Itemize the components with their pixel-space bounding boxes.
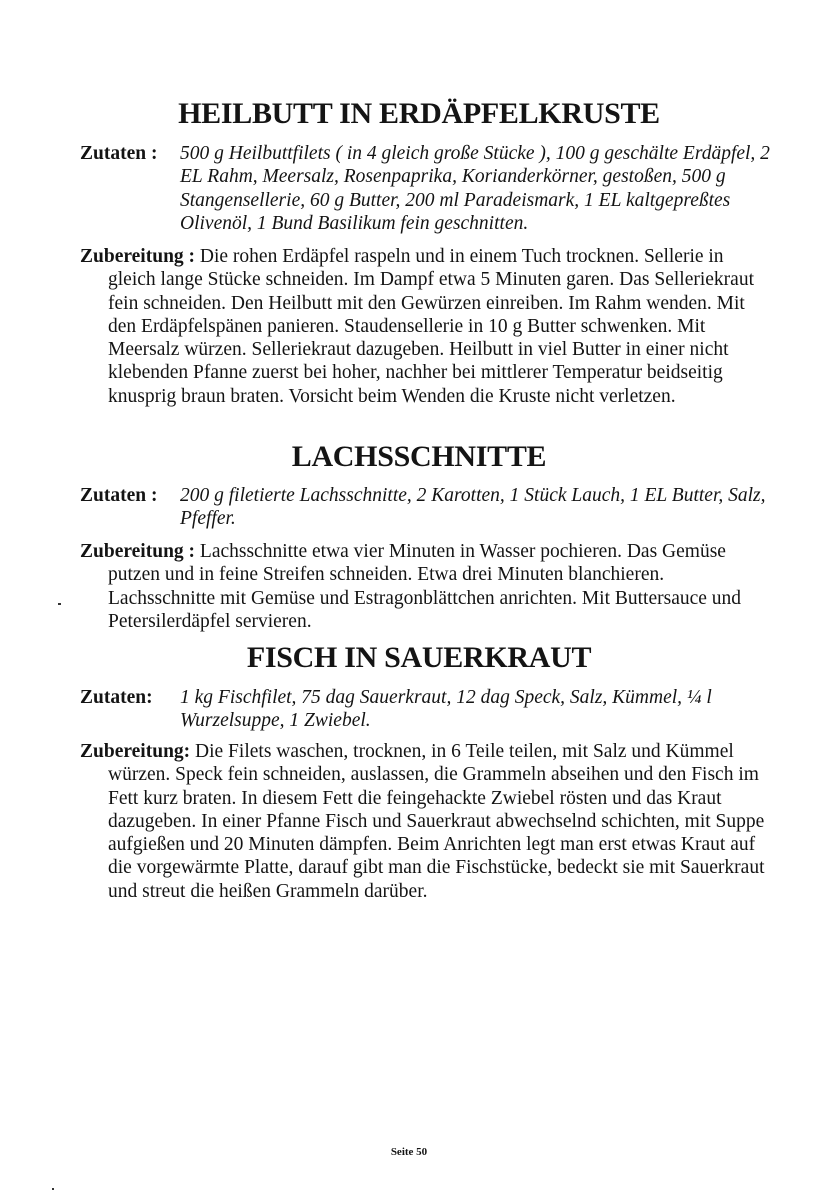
scan-speck <box>58 603 61 605</box>
preparation-label: Zubereitung : <box>80 246 196 267</box>
page-number: Seite 50 <box>390 1146 428 1158</box>
preparation-text: Die rohen Erdäpfel raspeln und in einem Tuch trocknen. Sellerie in gleich lange Stücke schneiden. Im Dampf etwa 5 Minuten garen. Das Selleriekraut fein schneiden. Den Heilbutt mit den Gewürzen einreiben. Im Rahm wenden. Mit den Erdäpfelspänen panieren. Staudensellerie in 10 g Butter schwenken. Mit Meersalz würzen. Selleriekraut dazugeben. Heilbutt in viel Butter in einer nicht klebenden Pfanne zuerst bei hoher, nachher bei mittlerer Temperatur beidseitig knusprig braun braten. Vorsicht beim Wenden die Kruste nicht verletzen. <box>108 246 754 407</box>
scan-speck <box>52 1188 54 1190</box>
ingredients-text: 1 kg Fischfilet, 75 dag Sauerkraut, 12 dag Speck, Salz, Kümmel, ¼ l Wurzelsuppe, 1 Zwiebel. <box>180 687 712 732</box>
preparation-block-lachsschnitte <box>80 540 768 633</box>
recipe-title-fisch-sauerkraut: FISCH IN SAUERKRAUT <box>246 641 592 674</box>
preparation-text: Die Filets waschen, trocknen, in 6 Teile teilen, mit Salz und Kümmel würzen. Speck fein schneiden, auslassen, die Grammeln abseihen und den Fisch im Fett kurz braten. In diesem Fett die feingehackte Zwiebel rösten und das Kraut dazugeben. In einer Pfanne Fisch und Sauerkraut abwechselnd schichten, mit Suppe aufgießen und 20 Minuten dämpfen. Beim Anrichten legt man erst etwas Kraut auf die vorgewärmte Platte, darauf gibt man die Fischstücke, bedeckt sie mit Sauerkraut und streut die heißen Grammeln darüber. <box>108 741 765 902</box>
ingredients-text: 200 g filetierte Lachsschnitte, 2 Karotten, 1 Stück Lauch, 1 EL Butter, Salz, Pfeffer. <box>180 485 766 530</box>
ingredients-text: 500 g Heilbuttfilets ( in 4 gleich große Stücke ), 100 g geschälte Erdäpfel, 2 EL Rahm, Meersalz, Rosenpaprika, Korianderkörner, gestoßen, 500 g Stangensellerie, 60 g Butter, 200 ml Paradeismark, 1 EL kaltgepreßtes Olivenöl, 1 Bund Basilikum fein geschnitten. <box>180 143 770 234</box>
ingredients-label: Zutaten: <box>80 687 153 708</box>
ingredients-label: Zutaten : <box>80 485 158 506</box>
preparation-block-fisch-sauerkraut <box>80 740 768 903</box>
preparation-text: Lachsschnitte etwa vier Minuten in Wasser pochieren. Das Gemüse putzen und in feine Streifen schneiden. Etwa drei Minuten blanchieren. Lachsschnitte mit Gemüse und Estragonblättchen anrichten. Mit Buttersauce und Petersilerdäpfel servieren. <box>108 541 742 632</box>
preparation-label: Zubereitung : <box>80 541 196 562</box>
recipe-title-lachsschnitte: LACHSSCHNITTE <box>291 440 547 473</box>
recipe-title-heilbutt: HEILBUTT IN ERDÄPFELKRUSTE <box>178 97 660 130</box>
preparation-label: Zubereitung: <box>80 741 191 762</box>
ingredients-label: Zutaten : <box>80 143 158 164</box>
preparation-block-heilbutt <box>80 245 768 408</box>
